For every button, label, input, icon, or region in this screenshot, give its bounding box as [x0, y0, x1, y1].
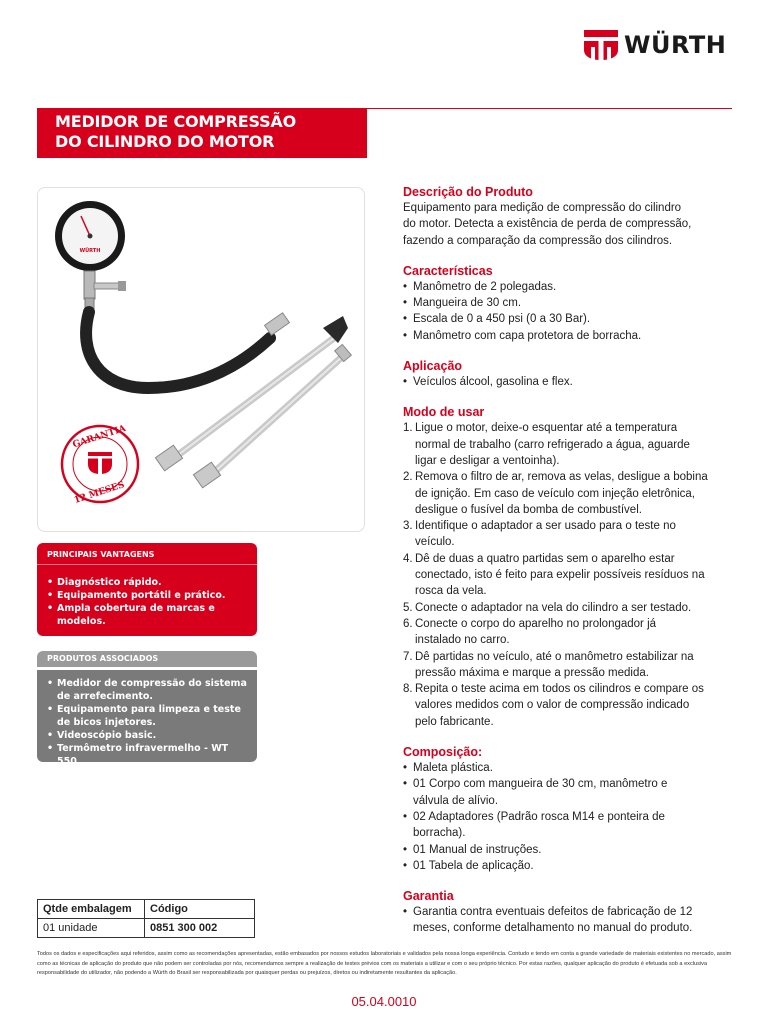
table-header-row	[38, 900, 255, 919]
title-banner	[37, 108, 367, 158]
step-item	[403, 469, 733, 518]
list-item	[403, 809, 733, 842]
list-item: • Manômetro com capa protetora de borracha.	[403, 328, 733, 344]
vantagens-heading: PRINCIPAIS VANTAGENS	[37, 543, 257, 565]
step-number: 5.	[403, 601, 413, 614]
step-number: 7.	[403, 650, 413, 663]
table-header: Código	[145, 900, 255, 919]
composicao-line: 02 Adaptadores (Padrão rosca M14 e ponteira de	[413, 810, 665, 823]
step-item	[403, 616, 733, 649]
page-title-line1: MEDIDOR DE COMPRESSÃO	[55, 112, 296, 131]
step-line: conectado, isto é feito para expelir possíveis resíduos na	[415, 569, 705, 582]
step-number: 4.	[403, 552, 413, 565]
composicao-line: 01 Tabela de aplicação.	[413, 859, 534, 872]
step-number: 2.	[403, 471, 413, 484]
aplicacao-heading: Aplicação	[403, 359, 463, 374]
list-item: • Medidor de compressão do sistema de arrefecimento.	[47, 677, 249, 703]
list-item: • Equipamento portátil e prático.	[47, 589, 249, 602]
wurth-logo-icon	[584, 30, 618, 60]
list-item: • Termômetro infravermelho - WT 550.	[47, 742, 249, 768]
page-title-line2: DO CILINDRO DO MOTOR	[55, 132, 275, 151]
table-cell: 0851 300 002	[145, 919, 255, 938]
step-item	[403, 600, 733, 616]
wurth-logo	[584, 28, 734, 62]
descricao-line: do motor. Detecta a existência de perda de compressão,	[403, 218, 692, 231]
step-line: instalado no carro.	[415, 634, 510, 647]
page-code: 05.04.0010	[351, 994, 417, 1009]
step-item	[403, 681, 733, 730]
composicao-line: borracha).	[413, 827, 466, 840]
associados-box	[37, 670, 257, 767]
step-number: 6.	[403, 617, 413, 630]
list-item	[403, 776, 733, 809]
list-item	[403, 858, 733, 874]
step-line: Remova o filtro de ar, remova as velas, desligue a bobina	[415, 471, 708, 484]
brand-name: WÜRTH	[624, 31, 727, 59]
step-item	[403, 649, 733, 682]
modo-list	[403, 420, 733, 730]
product-illustration	[38, 188, 366, 533]
descricao-line: Equipamento para medição de compressão do cilindro	[403, 202, 682, 214]
step-line: valores medidos com o valor de compressão indicado	[415, 699, 690, 712]
composicao-line: Maleta plástica.	[413, 762, 493, 775]
list-item: • Mangueira de 30 cm.	[403, 295, 733, 311]
step-number: 3.	[403, 520, 413, 533]
step-line: veículo.	[415, 536, 455, 549]
composicao-heading: Composição:	[403, 745, 483, 760]
packaging-table	[37, 899, 255, 938]
list-item: • Diagnóstico rápido.	[47, 576, 249, 589]
list-item	[403, 904, 733, 937]
step-item	[403, 518, 733, 551]
step-line: de ignição. Em caso de veículo com injeção eletrônica,	[415, 487, 695, 500]
description-column	[403, 184, 733, 937]
list-item: • Ampla cobertura de marcas e modelos.	[47, 602, 249, 628]
step-line: Conecte o adaptador na vela do cilindro a ser testado.	[415, 601, 692, 614]
table-cell: 01 unidade	[38, 919, 145, 938]
list-item: • Equipamento para limpeza e teste de bicos injetores.	[47, 703, 249, 729]
gauge-label: WÜRTH	[79, 248, 101, 254]
step-line: pressão máxima e marque a pressão medida.	[415, 666, 649, 679]
composicao-line: 01 Manual de instruções.	[413, 843, 542, 856]
vantagens-box	[37, 543, 257, 636]
step-line: Conecte o corpo do aparelho no prolongador já	[415, 617, 657, 630]
step-line: Repita o teste acima em todos os cilindros e compare os	[415, 683, 704, 696]
caracteristicas-heading: Características	[403, 263, 493, 278]
garantia-heading: Garantia	[403, 889, 454, 904]
product-image	[37, 187, 365, 532]
step-line: pelo fabricante.	[415, 715, 494, 728]
disclaimer-text: Todos os dados e especificações aqui referidos, assim como as recomendações apresentadas, estão embasados por nossos estudos laboratoriais e validados pela nossa longa experiência. Contudo e tendo em conta a grande variedade de materiais existentes no mercado, assim como as técnicas de aplicação do produto que não podem ser controladas por nós, recomendamos sempre a realização de testes prévios com os materiais a utilizar e com o seu próprio técnico. Por estas razões, qualquer aplicação do produto é efetuada sob a exclusiva responsabilidade do utilizador, não podendo a Würth do Brasil ser responsabilizada por quaisquer perdas ou prejuízos, diretos ou indiretamente resultantes da aplicação.	[37, 951, 732, 976]
table-row	[38, 919, 255, 938]
step-line: Identifique o adaptador a ser usado para o teste no	[415, 520, 676, 533]
descricao-line: fazendo a comparação da compressão dos cilindros.	[403, 234, 673, 247]
composicao-line: 01 Corpo com mangueira de 30 cm, manômetro e	[413, 778, 668, 791]
step-line: rosca da vela.	[415, 585, 487, 598]
list-item	[403, 842, 733, 858]
badge-top-text: GARANTIA	[71, 423, 128, 451]
step-line: Dê partidas no veículo, até o manômetro estabilizar na	[415, 650, 694, 663]
list-item: • Escala de 0 a 450 psi (0 a 30 Bar).	[403, 311, 733, 327]
step-number: 1.	[403, 422, 413, 435]
step-line: desligue o fusível da bomba de combustível.	[415, 503, 642, 516]
descricao-heading: Descrição do Produto	[403, 185, 533, 199]
step-item	[403, 420, 733, 469]
list-item	[403, 760, 733, 776]
step-line: Dê de duas a quatro partidas sem o aparelho estar	[415, 552, 675, 565]
step-item	[403, 551, 733, 600]
step-line: Ligue o motor, deixe-o esquentar até a temperatura	[415, 422, 678, 435]
garantia-line: meses, conforme detalhamento no manual do produto.	[413, 922, 693, 935]
step-line: normal de trabalho (carro refrigerado a água, aguarde	[415, 438, 690, 451]
step-number: 8.	[403, 683, 413, 696]
list-item: • Manômetro de 2 polegadas.	[403, 279, 733, 295]
modo-heading: Modo de usar	[403, 405, 485, 420]
table-header: Qtde embalagem	[38, 900, 145, 919]
garantia-line: Garantia contra eventuais defeitos de fabricação de 12	[413, 906, 693, 919]
list-item: • Videoscópio basic.	[47, 729, 249, 742]
badge-bottom-text: 12 MESES	[72, 480, 126, 506]
composicao-line: válvula de alívio.	[413, 794, 499, 807]
step-line: ligar e desligar a ventoinha).	[415, 454, 560, 467]
associados-heading: PRODUTOS ASSOCIADOS	[47, 654, 159, 663]
list-item: • Veículos álcool, gasolina e flex.	[403, 374, 733, 390]
associados-header	[37, 651, 257, 667]
composicao-list	[403, 760, 733, 874]
